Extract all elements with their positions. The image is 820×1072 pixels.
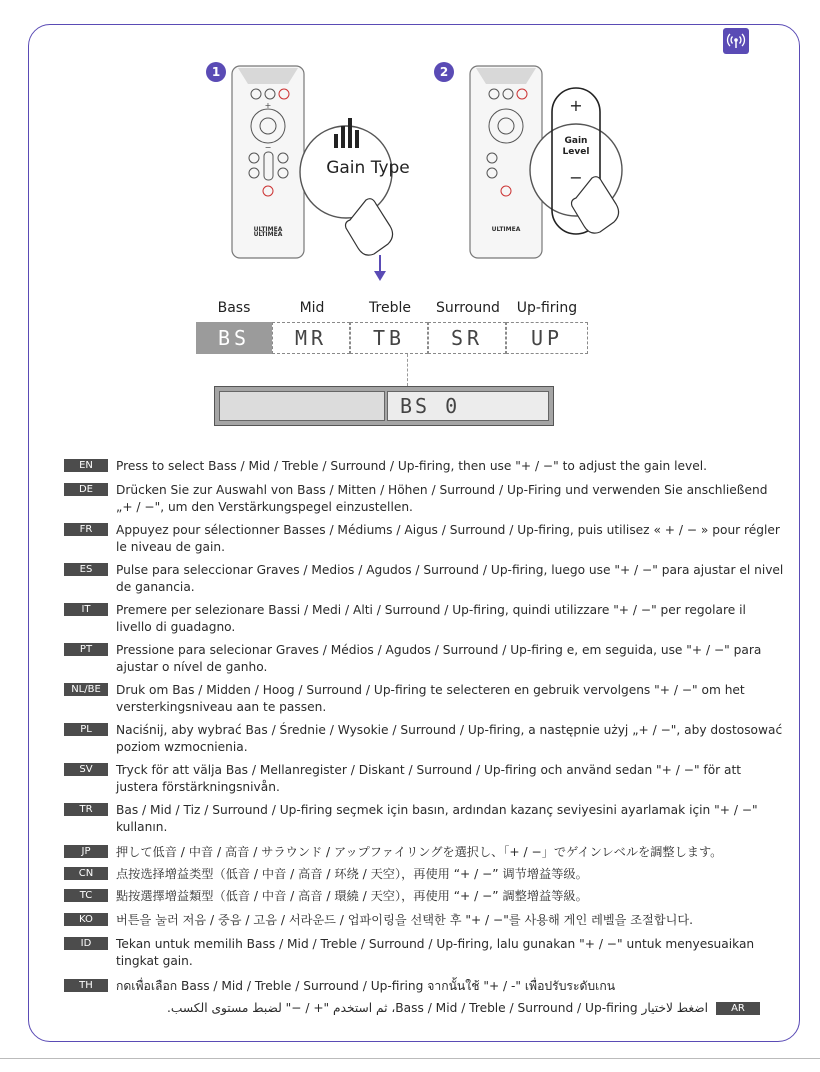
lang-tag-de: DE <box>64 483 108 496</box>
instruction-text-jp: 押して低音 / 中音 / 高音 / サラウンド / アップファイリングを選択し、「+ / −」でゲインレベルを調整します。 <box>116 845 723 859</box>
display-surround: SR <box>428 322 506 354</box>
instruction-ar <box>150 1000 760 1017</box>
instruction-en <box>64 458 784 475</box>
lang-tag-en: EN <box>64 459 108 472</box>
soundbar-illustration <box>214 386 554 426</box>
instruction-cn <box>64 866 784 883</box>
gain-type-label: Gain Type <box>326 158 410 178</box>
column-label-upfiring: Up-firing <box>516 300 578 316</box>
lang-tag-ko: KO <box>64 913 108 926</box>
instruction-nl-be <box>64 682 784 716</box>
instruction-text-en: Press to select Bass / Mid / Treble / Surround / Up-firing, then use "+ / −" to adjust the gain level. <box>116 459 707 473</box>
instruction-text-ko: 버튼을 눌러 저음 / 중음 / 고음 / 서라운드 / 업파이링을 선택한 후 "+ / −"를 사용해 게인 레벨을 조절합니다. <box>116 913 694 927</box>
gain-level-label <box>552 136 600 158</box>
instruction-it <box>64 602 784 636</box>
gain-level-line1: Gain <box>564 136 588 146</box>
instruction-de <box>64 482 784 516</box>
instruction-text-fr: Appuyez pour sélectionner Basses / Médiums / Aigus / Surround / Up-firing, puis utilisez « + / − » pour régler le niveau de gain. <box>116 523 780 554</box>
lang-tag-pl: PL <box>64 723 108 736</box>
display-bass: BS <box>196 322 272 354</box>
column-label-bass: Bass <box>217 300 251 316</box>
instruction-id <box>64 936 784 970</box>
connector-line <box>407 354 408 386</box>
svg-text:−: − <box>264 143 272 152</box>
lang-tag-it: IT <box>64 603 108 616</box>
svg-text:ULTIMEA: ULTIMEA <box>253 231 283 238</box>
gain-level-line2: Level <box>562 147 590 157</box>
instruction-es <box>64 562 784 596</box>
instruction-tr <box>64 802 784 836</box>
lang-tag-fr: FR <box>64 523 108 536</box>
column-label-treble: Treble <box>369 300 411 316</box>
lang-tag-ar: AR <box>716 1002 760 1015</box>
instruction-text-tc: 點按選擇增益類型（低音 / 中音 / 高音 / 環繞 / 天空），再使用 “+ / −” 調整增益等級。 <box>116 889 588 903</box>
instruction-text-nl-be: Druk om Bas / Midden / Hoog / Surround / Up-firing te selecteren en gebruik vervolgens "+ / −" om het versterkingsniveau aan te passen. <box>116 683 745 714</box>
gain-plus-label: + <box>569 96 583 115</box>
instruction-ko <box>64 912 784 929</box>
column-label-surround: Surround <box>436 300 500 316</box>
soundbar-left-panel <box>219 391 385 421</box>
soundbar-display: BS 0 <box>387 391 549 421</box>
lang-tag-pt: PT <box>64 643 108 656</box>
page-bottom-rule <box>0 1058 820 1059</box>
wifi-signal-icon <box>723 28 749 54</box>
lang-tag-sv: SV <box>64 763 108 776</box>
remote-brand-1: ULTIMEA <box>253 226 283 233</box>
instruction-text-sv: Tryck för att välja Bas / Mellanregister / Diskant / Surround / Up-firing och använd sedan "+ / −" för att justera förstärkningsnivån. <box>116 763 742 794</box>
instruction-text-id: Tekan untuk memilih Bass / Mid / Treble / Surround / Up-firing, lalu gunakan "+ / −" untuk menyesuaikan tingkat gain. <box>116 937 755 968</box>
wifi-badge <box>723 28 749 54</box>
lang-tag-tc: TC <box>64 889 108 902</box>
lang-tag-tr: TR <box>64 803 108 816</box>
display-treble: TB <box>350 322 428 354</box>
instruction-text-cn: 点按选择增益类型（低音 / 中音 / 高音 / 环绕 / 天空），再使用 “+ / −” 调节增益等级。 <box>116 867 588 881</box>
instruction-text-it: Premere per selezionare Bassi / Medi / Alti / Surround / Up-firing, quindi utilizzare "+ / −" per regolare il livello di guadagno. <box>116 603 746 634</box>
instruction-ar-text: اضغط لاختيار Bass / Mid / Treble / Surround / Up-firing، ثم استخدم "+ / −" لضبط مستوى الكسب. <box>167 1001 708 1015</box>
instruction-pl <box>64 722 784 756</box>
step-1-badge: 1 <box>206 62 226 82</box>
instruction-text-pl: Naciśnij, aby wybrać Bas / Średnie / Wysokie / Surround / Up-firing, a następnie użyj „+ / −", aby dostosować poziom wzmocnienia. <box>116 723 783 754</box>
display-mid: MR <box>272 322 350 354</box>
instruction-pt <box>64 642 784 676</box>
instruction-text-es: Pulse para seleccionar Graves / Medios / Agudos / Surround / Up-firing, luego use "+ / −" para ajustar el nivel de ganancia. <box>116 563 784 594</box>
lang-tag-es: ES <box>64 563 108 576</box>
instruction-text-pt: Pressione para selecionar Graves / Médios / Agudos / Surround / Up-firing e, em seguida, use "+ / −" para ajustar o nível de ganho. <box>116 643 762 674</box>
instruction-tc <box>64 888 784 905</box>
lang-tag-cn: CN <box>64 867 108 880</box>
lang-tag-jp: JP <box>64 845 108 858</box>
step-2-badge: 2 <box>434 62 454 82</box>
instruction-text-tr: Bas / Mid / Tiz / Surround / Up-firing seçmek için basın, ardından kazanç seviyesini ayarlamak için "+ / −" kullanın. <box>116 803 758 834</box>
column-label-mid: Mid <box>299 300 325 316</box>
instruction-text-th: กดเพื่อเลือก Bass / Mid / Treble / Surround / Up-firing จากนั้นใช้ "+ / -" เพื่อปรับระดับเกน <box>116 979 616 993</box>
remote-brand-2: ULTIMEA <box>491 226 521 233</box>
arrow-down-icon <box>372 255 388 283</box>
svg-text:+: + <box>264 101 272 110</box>
gain-minus-label: − <box>569 168 583 187</box>
instruction-th <box>64 978 784 995</box>
lang-tag-nl-be: NL/BE <box>64 683 108 696</box>
lang-tag-th: TH <box>64 979 108 992</box>
instruction-fr <box>64 522 784 556</box>
instruction-sv <box>64 762 784 796</box>
instruction-jp <box>64 844 784 861</box>
display-upfiring: UP <box>506 322 588 354</box>
instruction-text-de: Drücken Sie zur Auswahl von Bass / Mitten / Höhen / Surround / Up-Firing und verwenden Sie anschließend „+ / −", um den Verstärkungspegel einzustellen. <box>116 483 768 514</box>
lang-tag-id: ID <box>64 937 108 950</box>
